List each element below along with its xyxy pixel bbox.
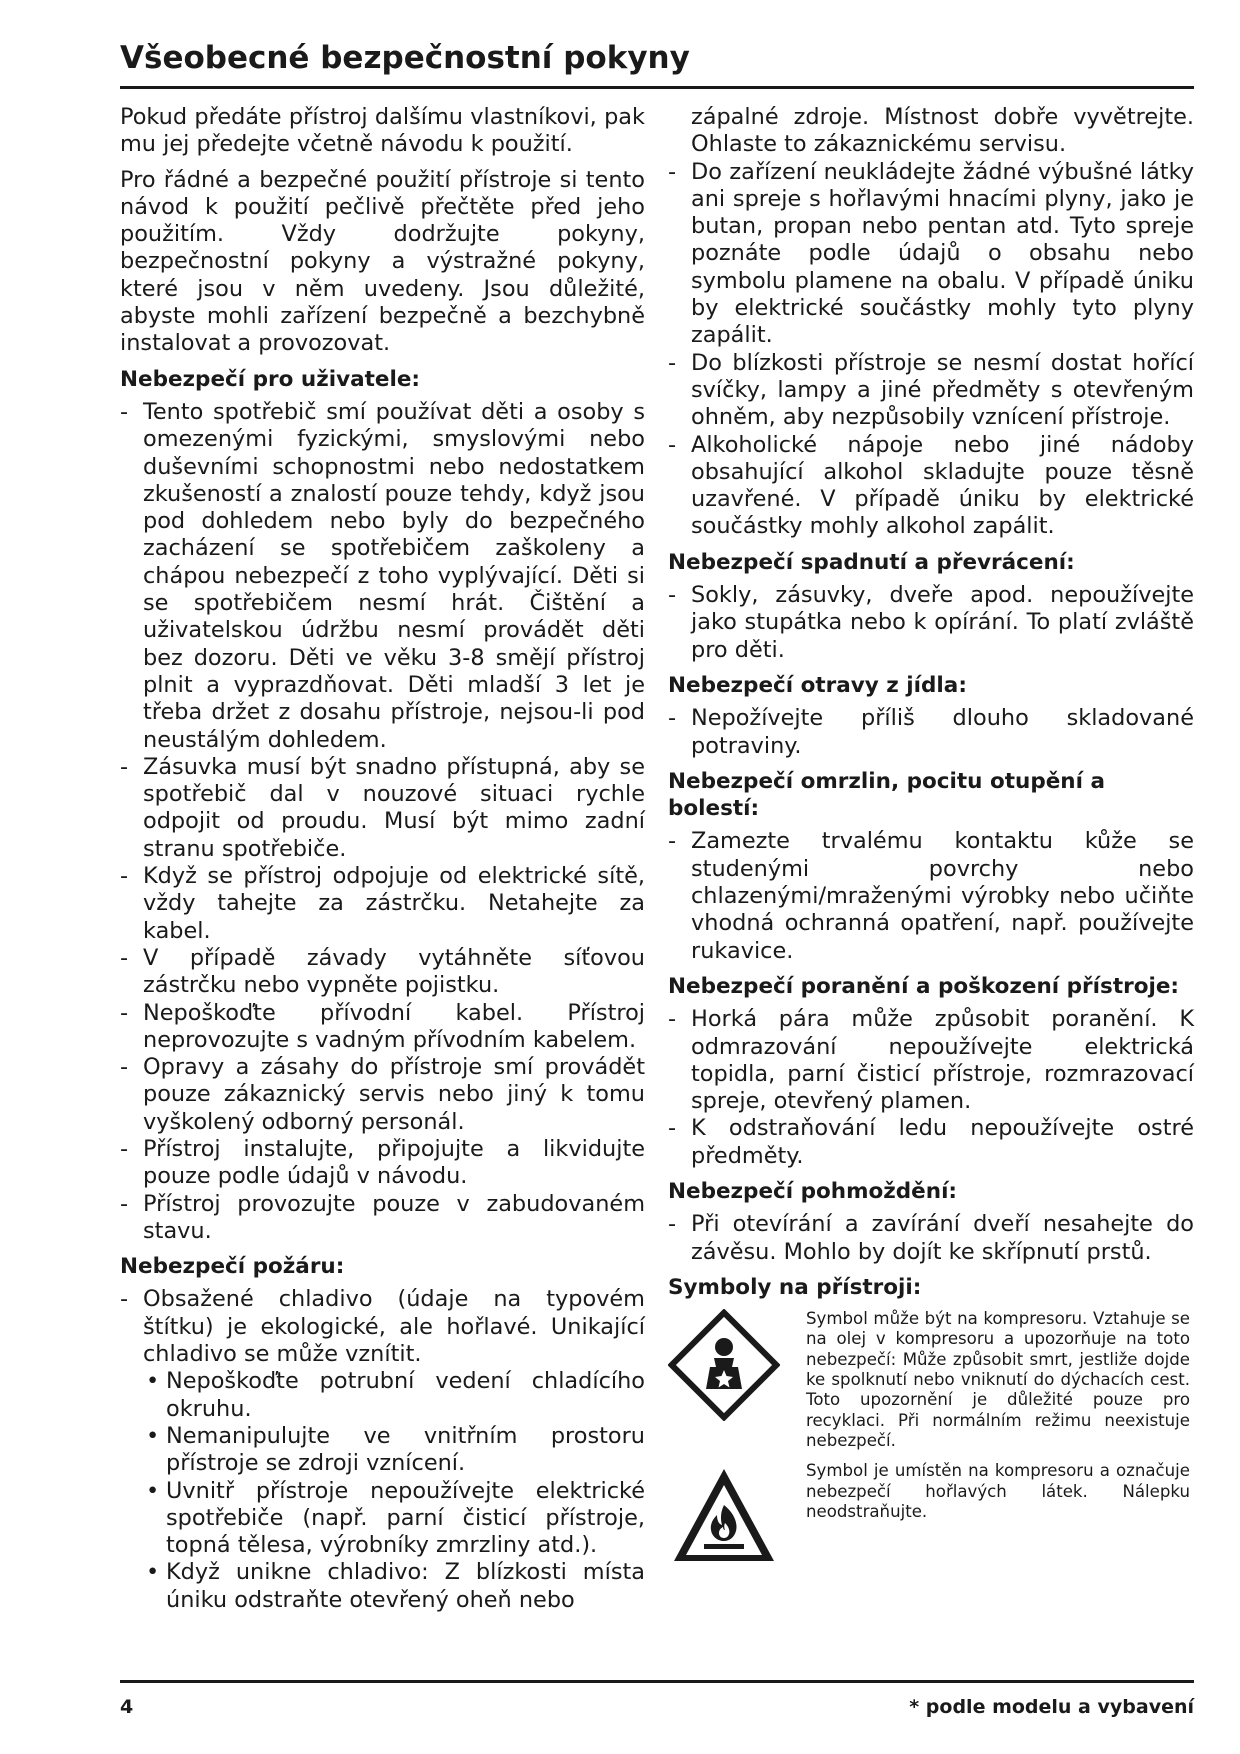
frost-danger-heading: Nebezpečí omrzlin, pocitu otupění a bolestí: (668, 768, 1105, 822)
symbol-row-flammable (668, 1461, 1194, 1573)
list-item: - Tento spotřebič smí používat děti a osoby s omezenými fyzickými, smyslovými nebo duševními schopnostmi nebo nedostatkem zkušeností a znalostí pouze tehdy, když jsou pod dohledem nebo byly do bezpečného zacházení se spotřebičem zaškoleny a chápou nebezpečí z toho vyplývající. Děti si se spotřebičem nesmí hrát. Čištění a uživatelskou údržbu nesmí provádět děti bez dozoru. Děti ve věku 3-8 smějí přístroj plnit a vyprazdňovat. Děti mladší 3 let je třeba držet z dosahu přístroje, nejsou-li pod neustálým dohledem. (120, 399, 645, 754)
intro-paragraph-2: Pro řádné a bezpečné použití přístroje si tento návod k použití pečlivě přečtěte před jeho použitím. Vždy dodržujte pokyny, bezpečnostní pokyny a výstražné pokyny, které jsou v něm uvedeny. Jsou důležité, abyste mohli zařízení bezpečně a bezchybně instalovat a provozovat. (120, 166, 645, 357)
list-item: • Nemanipulujte ve vnitřním prostoru přístroje se zdroji vznícení. (143, 1423, 645, 1478)
page-title: Všeobecné bezpečnostní pokyny (120, 40, 690, 76)
crush-danger-heading: Nebezpečí pohmoždění: (668, 1178, 958, 1204)
food-danger-list (668, 705, 1194, 760)
list-item: - Do zařízení neukládejte žádné výbušné látky ani spreje s hořlavými hnacími plyny, jako je butan, propan nebo pentan atd. Tyto spreje poznáte podle údajů o obsahu nebo symbolu plamene na obalu. V případě úniku by elektrické součástky mohly tyto plyny zapálit. (668, 159, 1194, 350)
food-danger-heading: Nebezpečí otravy z jídla: (668, 672, 967, 698)
fire-bullet-list (143, 1368, 645, 1614)
list-item: - Když se přístroj odpojuje od elektrické sítě, vždy tahejte za zástrčku. Netahejte za kabel. (120, 863, 645, 945)
injury-danger-heading: Nebezpečí poranění a poškození přístroje: (668, 973, 1180, 999)
injury-danger-list (668, 1006, 1194, 1170)
list-item: • Když unikne chladivo: Z blízkosti místa úniku odstraňte otevřený oheň nebo (143, 1559, 645, 1614)
symbol-description-health: Symbol může být na kompresoru. Vztahuje se na olej v kompresoru a upozorňuje na toto nebezpečí: Může způsobit smrt, jestliže dojde ke spolknutí nebo vniknutí do dýchacích cest. Toto upozornění je důležité pouze pro recyklaci. Při normálním režimu neexistuje nebezpečí. (806, 1309, 1190, 1450)
fire-danger-list-continued (668, 159, 1194, 541)
fire-continuation (668, 104, 1194, 159)
list-item: • Uvnitř přístroje nepoužívejte elektrické spotřebiče (např. parní čisticí přístroje, topná tělesa, výrobníky zmrzliny atd.). (143, 1478, 645, 1560)
page-number: 4 (120, 1696, 134, 1718)
right-column (668, 104, 1194, 1583)
footnote: * podle modelu a vybavení (909, 1696, 1194, 1718)
user-danger-heading: Nebezpečí pro uživatele: (120, 366, 421, 392)
symbols-section (668, 1309, 1194, 1573)
list-item: - Nepoškoďte přívodní kabel. Přístroj neprovozujte s vadným přívodním kabelem. (120, 1000, 645, 1055)
symbol-description-flammable: Symbol je umístěn na kompresoru a označuje nebezpečí hořlavých látek. Nálepku neodstraňujte. (806, 1461, 1190, 1521)
list-item: - Zamezte trvalému kontaktu kůže se studenými povrchy nebo chlazenými/mraženými výrobky nebo učiňte vhodná ochranná opatření, např. používejte rukavice. (668, 828, 1194, 964)
list-item: - Opravy a zásahy do přístroje smí provádět pouze zákaznický servis nebo jiný k tomu vyškolený odborný personál. (120, 1054, 645, 1136)
tip-danger-list (668, 582, 1194, 664)
list-item: - Alkoholické nápoje nebo jiné nádoby obsahující alkohol skladujte pouze těsně uzavřené. V případě úniku by elektrické součástky mohly alkohol zapálit. (668, 432, 1194, 541)
list-item: - Nepožívejte příliš dlouho skladované potraviny. (668, 705, 1194, 760)
frost-danger-list (668, 828, 1194, 964)
list-item: zápalné zdroje. Místnost dobře vyvětrejte. Ohlaste to zákaznickému servisu. (691, 104, 1194, 158)
tip-danger-heading: Nebezpečí spadnutí a převrácení: (668, 549, 1075, 575)
title-divider (120, 86, 1194, 89)
crush-danger-list (668, 1211, 1194, 1266)
list-item: - Přístroj provozujte pouze v zabudovaném stavu. (120, 1191, 645, 1246)
symbols-heading: Symboly na přístroji: (668, 1274, 922, 1300)
list-item: - Obsažené chladivo (údaje na typovém štítku) je ekologické, ale hořlavé. Unikající chladivo se může vznítit. (120, 1286, 645, 1368)
left-column (120, 104, 645, 1614)
list-item: - Sokly, zásuvky, dveře apod. nepoužívejte jako stupátka nebo k opírání. To platí zvláště pro děti. (668, 582, 1194, 664)
list-item: - V případě závady vytáhněte síťovou zástrčku nebo vypněte pojistku. (120, 945, 645, 1000)
list-item: - Při otevírání a zavírání dveří nesahejte do závěsu. Mohlo by dojít ke skřípnutí prstů. (668, 1211, 1194, 1266)
list-item: - Horká pára může způsobit poranění. K odmrazování nepoužívejte elektrická topidla, parní čisticí přístroje, rozmrazovací spreje, otevřený plamen. (668, 1006, 1194, 1115)
list-item: - Přístroj instalujte, připojujte a likvidujte pouze podle údajů v návodu. (120, 1136, 645, 1191)
user-danger-list (120, 399, 645, 1245)
health-hazard-icon (668, 1309, 780, 1421)
list-item: - K odstraňování ledu nepoužívejte ostré předměty. (668, 1115, 1194, 1170)
flammable-icon (668, 1461, 780, 1573)
footer-divider (120, 1680, 1194, 1683)
list-item: • Nepoškoďte potrubní vedení chladícího okruhu. (143, 1368, 645, 1423)
fire-danger-heading: Nebezpečí požáru: (120, 1254, 345, 1280)
symbol-row-health (668, 1309, 1194, 1451)
intro-paragraph-1: Pokud předáte přístroj dalšímu vlastníkovi, pak mu jej předejte včetně návodu k použití. (120, 104, 645, 158)
fire-danger-list (120, 1286, 645, 1368)
list-item: - Zásuvka musí být snadno přístupná, aby se spotřebič dal v nouzové situaci rychle odpojit od proudu. Musí být mimo zadní stranu spotřebiče. (120, 754, 645, 863)
list-item: - Do blízkosti přístroje se nesmí dostat hořící svíčky, lampy a jiné předměty s otevřeným ohněm, aby nezpůsobily vznícení přístroje. (668, 350, 1194, 432)
